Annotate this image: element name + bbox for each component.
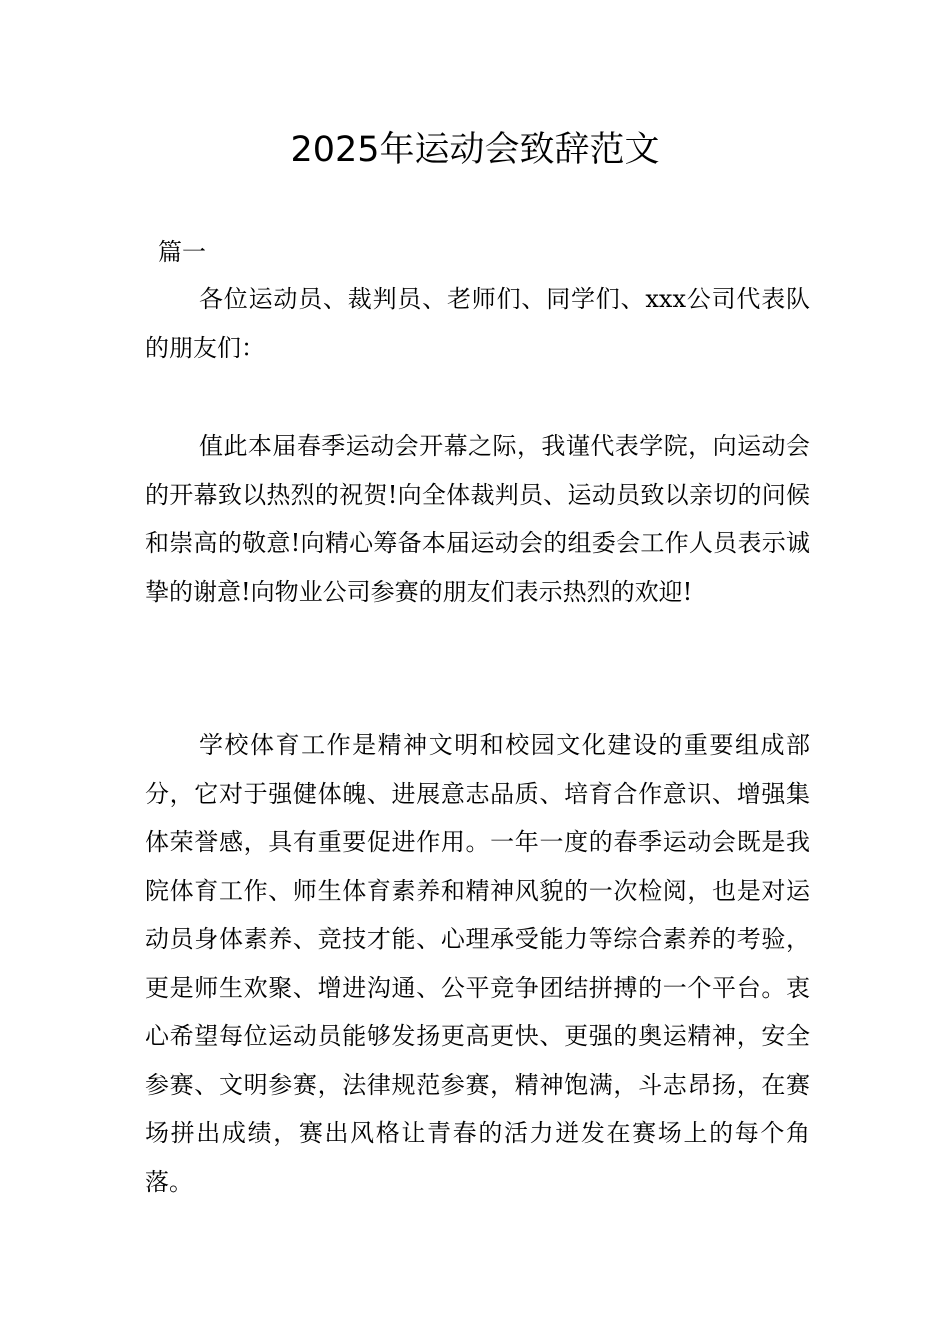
- salutation-paragraph: 各位运动员、裁判员、老师们、同学们、xxx公司代表队的朋友们：: [145, 285, 810, 362]
- document-title: 2025年运动会致辞范文: [290, 130, 660, 170]
- body-paragraph: 值此本届春季运动会开幕之际，我谨代表学院，向运动会的开幕致以热烈的祝贺!向全体裁判员、运动员致以亲切的问候和崇高的敬意!向精心筹备本届运动会的组委会工作人员表示诚挚的谢意!向物业公司参赛的朋友们表示热烈的欢迎!: [145, 432, 810, 606]
- section-label: 篇一: [158, 238, 206, 266]
- body-paragraph: 学校体育工作是精神文明和校园文化建设的重要组成部分，它对于强健体魄、进展意志品质、培育合作意识、增强集体荣誉感，具有重要促进作用。一年一度的春季运动会既是我院体育工作、师生体育素养和精神风貌的一次检阅，也是对运动员身体素养、竞技才能、心理承受能力等综合素养的考验，更是师生欢聚、增进沟通、公平竞争团结拼搏的一个平台。衷心希望每位运动员能够发扬更高更快、更强的奥运精神，安全参赛、文明参赛，法律规范参赛，精神饱满，斗志昂扬，在赛场拼出成绩，赛出风格让青春的活力迸发在赛场上的每个角落。: [145, 731, 810, 1196]
